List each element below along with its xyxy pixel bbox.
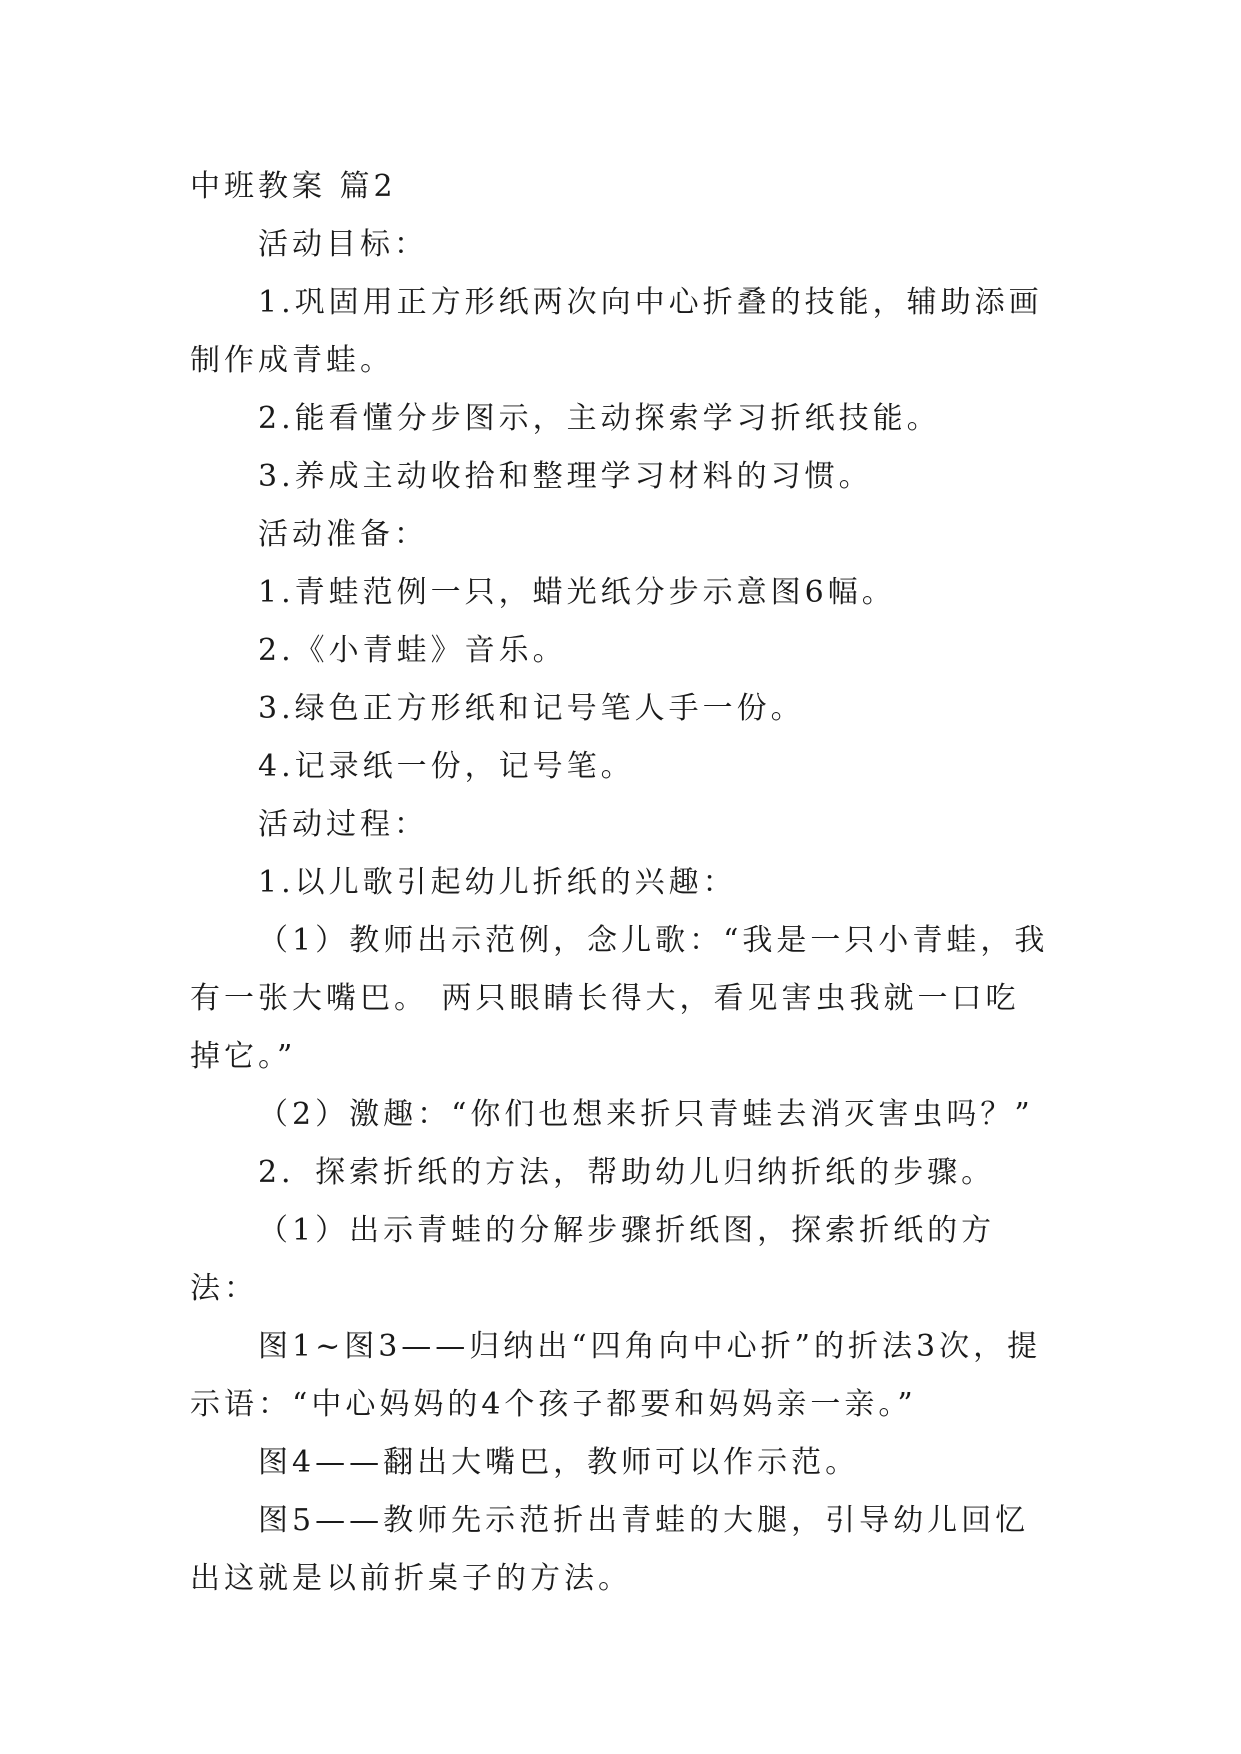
paragraph: （1）教师出示范例，念儿歌：“我是一只小青蛙，我有一张大嘴巴。 两只眼睛长得大，看见害虫我就一口吃掉它。” [190,923,1049,1074]
document-body [190,158,1052,1608]
document-title: 中班教案 篇2 [190,169,397,204]
paragraph: 4.记录纸一份，记号笔。 [258,749,635,784]
paragraph: 1.青蛙范例一只，蜡光纸分步示意图6幅。 [258,575,896,610]
paragraph: （1）出示青蛙的分解步骤折纸图，探索折纸的方法： [190,1213,996,1306]
paragraph: 2．探索折纸的方法，帮助幼儿归纳折纸的步骤。 [258,1155,996,1190]
section-heading-preparation: 活动准备： [258,517,428,552]
paragraph: 1.以儿歌引起幼儿折纸的兴趣： [258,865,737,900]
paragraph: 3.绿色正方形纸和记号笔人手一份。 [258,691,805,726]
paragraph: （2）激趣：“你们也想来折只青蛙去消灭害虫吗？” [258,1097,1034,1132]
paragraph: 2.能看懂分步图示，主动探索学习折纸技能。 [258,401,941,436]
section-heading-goals: 活动目标： [258,227,428,262]
paragraph: 3.养成主动收拾和整理学习材料的习惯。 [258,459,873,494]
paragraph: 1.巩固用正方形纸两次向中心折叠的技能，辅助添画制作成青蛙。 [190,285,1043,378]
paragraph: 图5——教师先示范折出青蛙的大腿，引导幼儿回忆出这就是以前折桌子的方法。 [190,1503,1030,1596]
paragraph: 2.《小青蛙》音乐。 [258,633,567,668]
section-heading-process: 活动过程： [258,807,428,842]
paragraph: 图1~图3——归纳出“四角向中心折”的折法3次，提示语：“中心妈妈的4个孩子都要和妈妈亲一亲。” [190,1329,1042,1422]
paragraph: 图4——翻出大嘴巴，教师可以作示范。 [258,1445,860,1480]
